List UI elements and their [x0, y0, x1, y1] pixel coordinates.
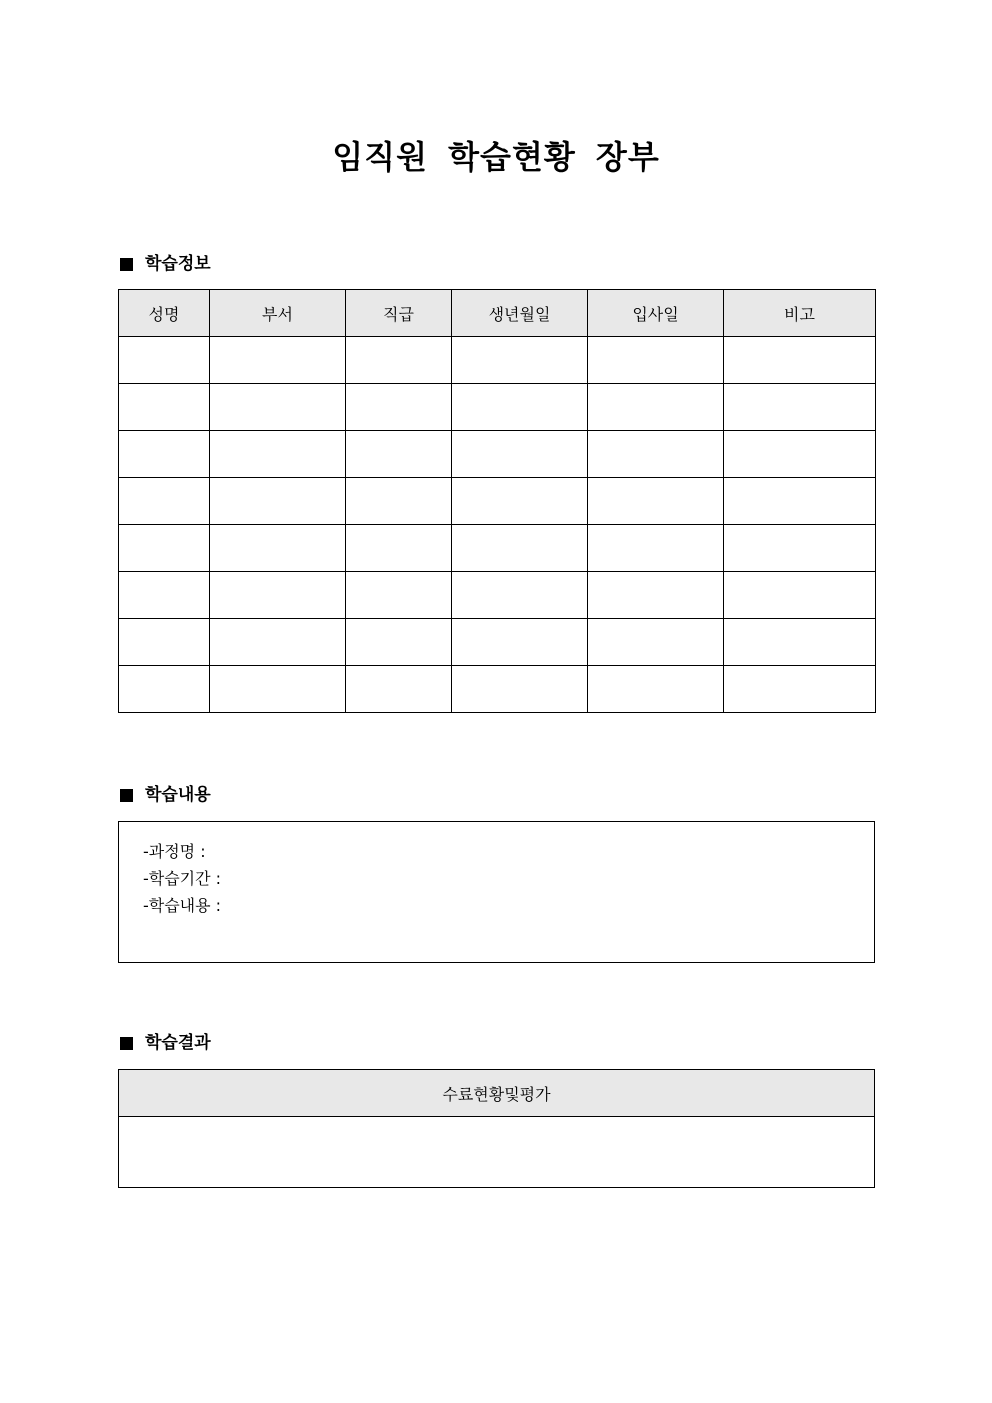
table-row: [119, 572, 876, 619]
study-content-heading: [120, 783, 211, 807]
cell-department[interactable]: [210, 431, 346, 478]
study-info-table: [118, 289, 876, 713]
cell-birthdate[interactable]: [452, 525, 588, 572]
cell-remarks[interactable]: [724, 384, 876, 431]
column-header-remarks: 비고: [724, 290, 876, 337]
document-title: 임직원 학습현황 장부: [332, 138, 660, 176]
cell-position[interactable]: [346, 666, 452, 713]
table-row: [119, 619, 876, 666]
black-square-icon: [120, 1037, 133, 1050]
cell-birthdate[interactable]: [452, 619, 588, 666]
cell-birthdate[interactable]: [452, 572, 588, 619]
cell-name[interactable]: [119, 478, 210, 525]
cell-position[interactable]: [346, 431, 452, 478]
column-header-department: 부서: [210, 290, 346, 337]
study-content-heading-label: 학습내용: [145, 785, 211, 805]
cell-department[interactable]: [210, 478, 346, 525]
cell-department[interactable]: [210, 525, 346, 572]
cell-position[interactable]: [346, 619, 452, 666]
table-row: [119, 384, 876, 431]
cell-department[interactable]: [210, 337, 346, 384]
cell-hire-date[interactable]: [588, 525, 724, 572]
cell-hire-date[interactable]: [588, 572, 724, 619]
cell-position[interactable]: [346, 384, 452, 431]
course-name-line: -과정명 :: [143, 842, 206, 861]
table-row: [119, 478, 876, 525]
cell-hire-date[interactable]: [588, 478, 724, 525]
cell-name[interactable]: [119, 525, 210, 572]
cell-name[interactable]: [119, 431, 210, 478]
cell-remarks[interactable]: [724, 572, 876, 619]
cell-name[interactable]: [119, 337, 210, 384]
cell-name[interactable]: [119, 384, 210, 431]
cell-hire-date[interactable]: [588, 384, 724, 431]
cell-birthdate[interactable]: [452, 431, 588, 478]
study-period-line: -학습기간 :: [143, 869, 222, 888]
table-header-row: [119, 1070, 875, 1117]
cell-position[interactable]: [346, 525, 452, 572]
study-info-heading: [120, 252, 211, 276]
table-row: [119, 666, 876, 713]
table-row: [119, 525, 876, 572]
cell-remarks[interactable]: [724, 431, 876, 478]
cell-remarks[interactable]: [724, 619, 876, 666]
cell-department[interactable]: [210, 619, 346, 666]
column-header-hire-date: 입사일: [588, 290, 724, 337]
cell-department[interactable]: [210, 572, 346, 619]
cell-name[interactable]: [119, 666, 210, 713]
completion-evaluation-cell[interactable]: [119, 1117, 875, 1188]
cell-birthdate[interactable]: [452, 384, 588, 431]
cell-remarks[interactable]: [724, 478, 876, 525]
cell-name[interactable]: [119, 619, 210, 666]
cell-remarks[interactable]: [724, 525, 876, 572]
study-content-box: [118, 821, 875, 963]
cell-hire-date[interactable]: [588, 431, 724, 478]
cell-remarks[interactable]: [724, 337, 876, 384]
cell-position[interactable]: [346, 572, 452, 619]
cell-position[interactable]: [346, 478, 452, 525]
column-header-name: 성명: [119, 290, 210, 337]
cell-birthdate[interactable]: [452, 666, 588, 713]
cell-department[interactable]: [210, 384, 346, 431]
black-square-icon: [120, 258, 133, 271]
cell-position[interactable]: [346, 337, 452, 384]
column-header-position: 직급: [346, 290, 452, 337]
cell-hire-date[interactable]: [588, 619, 724, 666]
cell-remarks[interactable]: [724, 666, 876, 713]
cell-name[interactable]: [119, 572, 210, 619]
cell-hire-date[interactable]: [588, 337, 724, 384]
study-result-table: [118, 1069, 875, 1188]
column-header-birthdate: 생년월일: [452, 290, 588, 337]
study-result-heading: [120, 1031, 211, 1055]
study-result-heading-label: 학습결과: [145, 1033, 211, 1053]
study-info-heading-label: 학습정보: [145, 254, 211, 274]
cell-birthdate[interactable]: [452, 337, 588, 384]
black-square-icon: [120, 789, 133, 802]
table-row: [119, 1117, 875, 1188]
table-header-row: [119, 290, 876, 337]
column-header-completion-evaluation: 수료현황및평가: [119, 1070, 875, 1117]
cell-hire-date[interactable]: [588, 666, 724, 713]
table-row: [119, 337, 876, 384]
cell-department[interactable]: [210, 666, 346, 713]
table-row: [119, 431, 876, 478]
study-content-line: -학습내용 :: [143, 896, 222, 915]
cell-birthdate[interactable]: [452, 478, 588, 525]
